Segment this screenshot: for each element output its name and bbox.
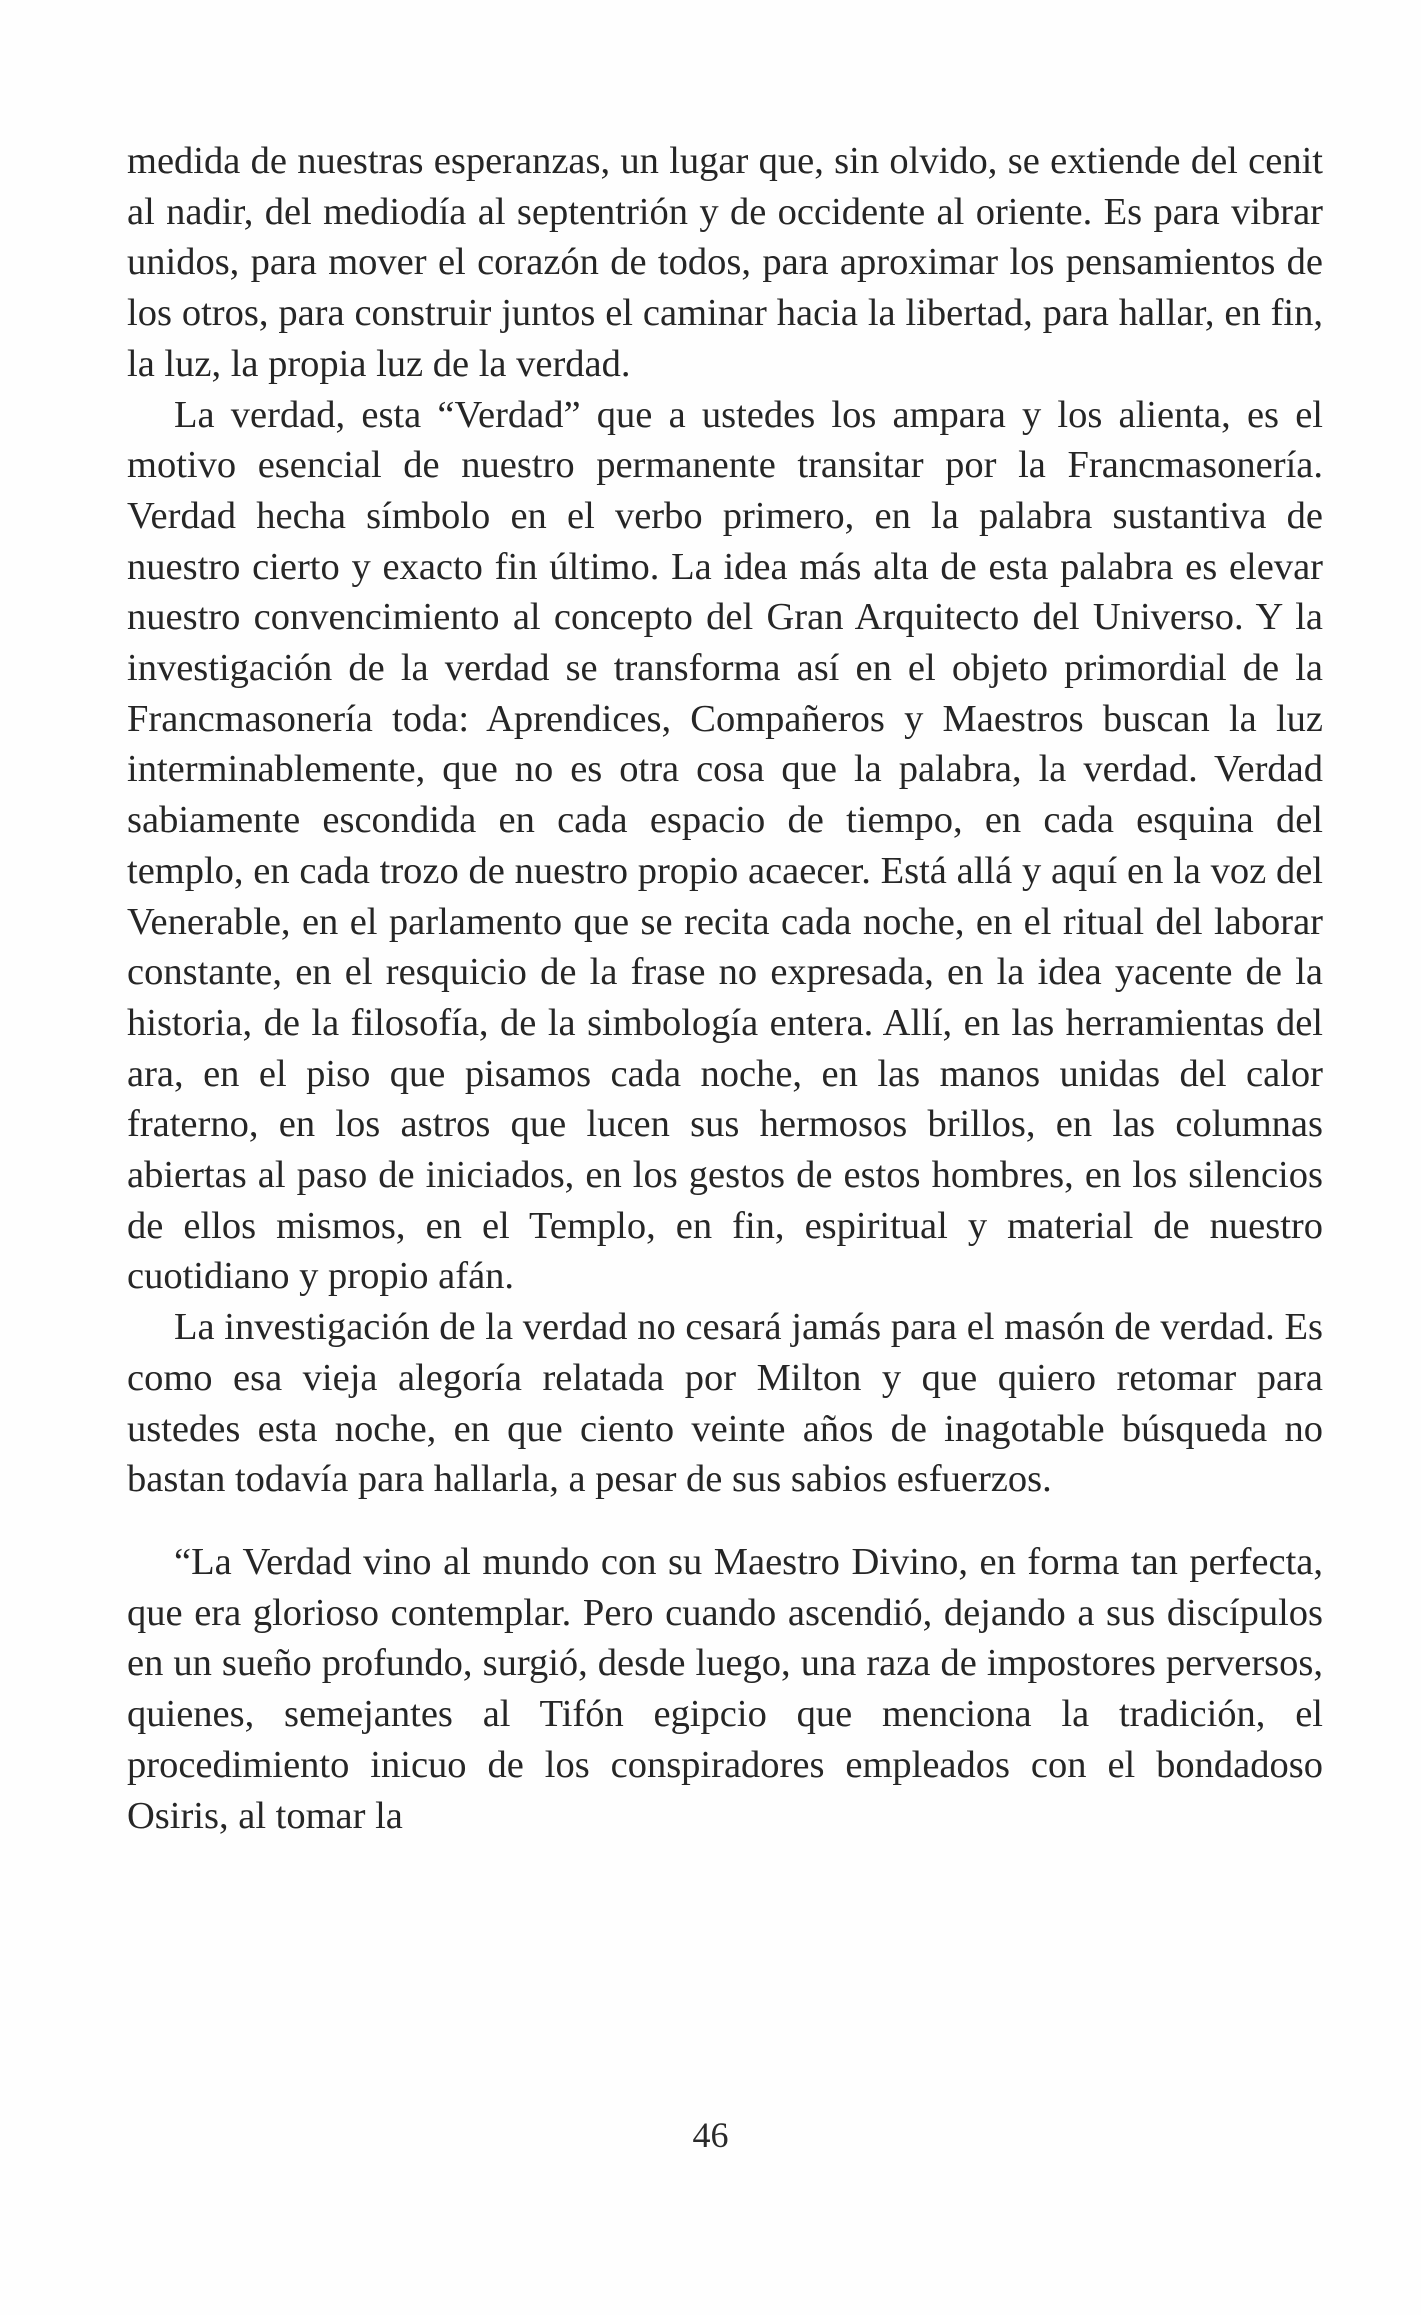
paragraph-truth: La verdad, esta “Verdad” que a ustedes los ampara y los alienta, es el motivo esencial de nuestro permanente transitar por la Francmasonería. Verdad hecha símbolo en el verbo primero, en la palabra sustantiva de nuestro cierto y exacto fin último. La idea más alta de esta palabra es elevar nuestro convencimiento al concepto del Gran Arquitecto del Universo. Y la investigación de la verdad se transforma así en el objeto primordial de la Francmasonería toda: Aprendices, Compañeros y Maestros buscan la luz interminablemente, que no es otra cosa que la palabra, la verdad. Verdad sabiamente escondida en cada espacio de tiempo, en cada esquina del templo, en cada trozo de nuestro propio acaecer. Está allá y aquí en la voz del Venerable, en el parlamento que se recita cada noche, en el ritual del laborar constante, en el resquicio de la frase no expresada, en la idea yacente de la historia, de la filosofía, de la simbología entera. Allí, en las herramientas del ara, en el piso que pisamos cada noche, en las manos unidas del calor fraterno, en los astros que lucen sus hermosos brillos, en las columnas abiertas al paso de iniciados, en los gestos de estos hombres, en los silencios de ellos mismos, en el Templo, en fin, espiritual y material de nuestro cuotidiano y propio afán. — [127, 393, 1323, 1298]
paragraph-continuation: medida de nuestras esperanzas, un lugar que, sin olvido, se extiende del cenit al nadir, del mediodía al septentrión y de occidente al oriente. Es para vibrar unidos, para mover el corazón de todos, para aproximar los pensamientos de los otros, para construir juntos el caminar hacia la libertad, para hallar, en fin, la luz, la propia luz de la verdad. — [127, 140, 1323, 385]
body-text — [127, 136, 1323, 1841]
paragraph-milton-quote: “La Verdad vino al mundo con su Maestro Divino, en forma tan perfecta, que era glorioso contemplar. Pero cuando ascendió, dejando a sus discípulos en un sueño profundo, surgió, desde luego, una raza de impostores perversos, quienes, semejantes al Tifón egipcio que menciona la tradición, el procedimiento inicuo de los conspiradores empleados con el bondadoso Osiris, al tomar la — [127, 1540, 1323, 1837]
paragraph-investigation: La investigación de la verdad no cesará jamás para el masón de verdad. Es como esa vieja alegoría relatada por Milton y que quiero retomar para ustedes esta noche, en que ciento veinte años de inagotable búsqueda no bastan todavía para hallarla, a pesar de sus sabios esfuerzos. — [127, 1306, 1323, 1501]
page-number: 46 — [692, 2115, 729, 2155]
